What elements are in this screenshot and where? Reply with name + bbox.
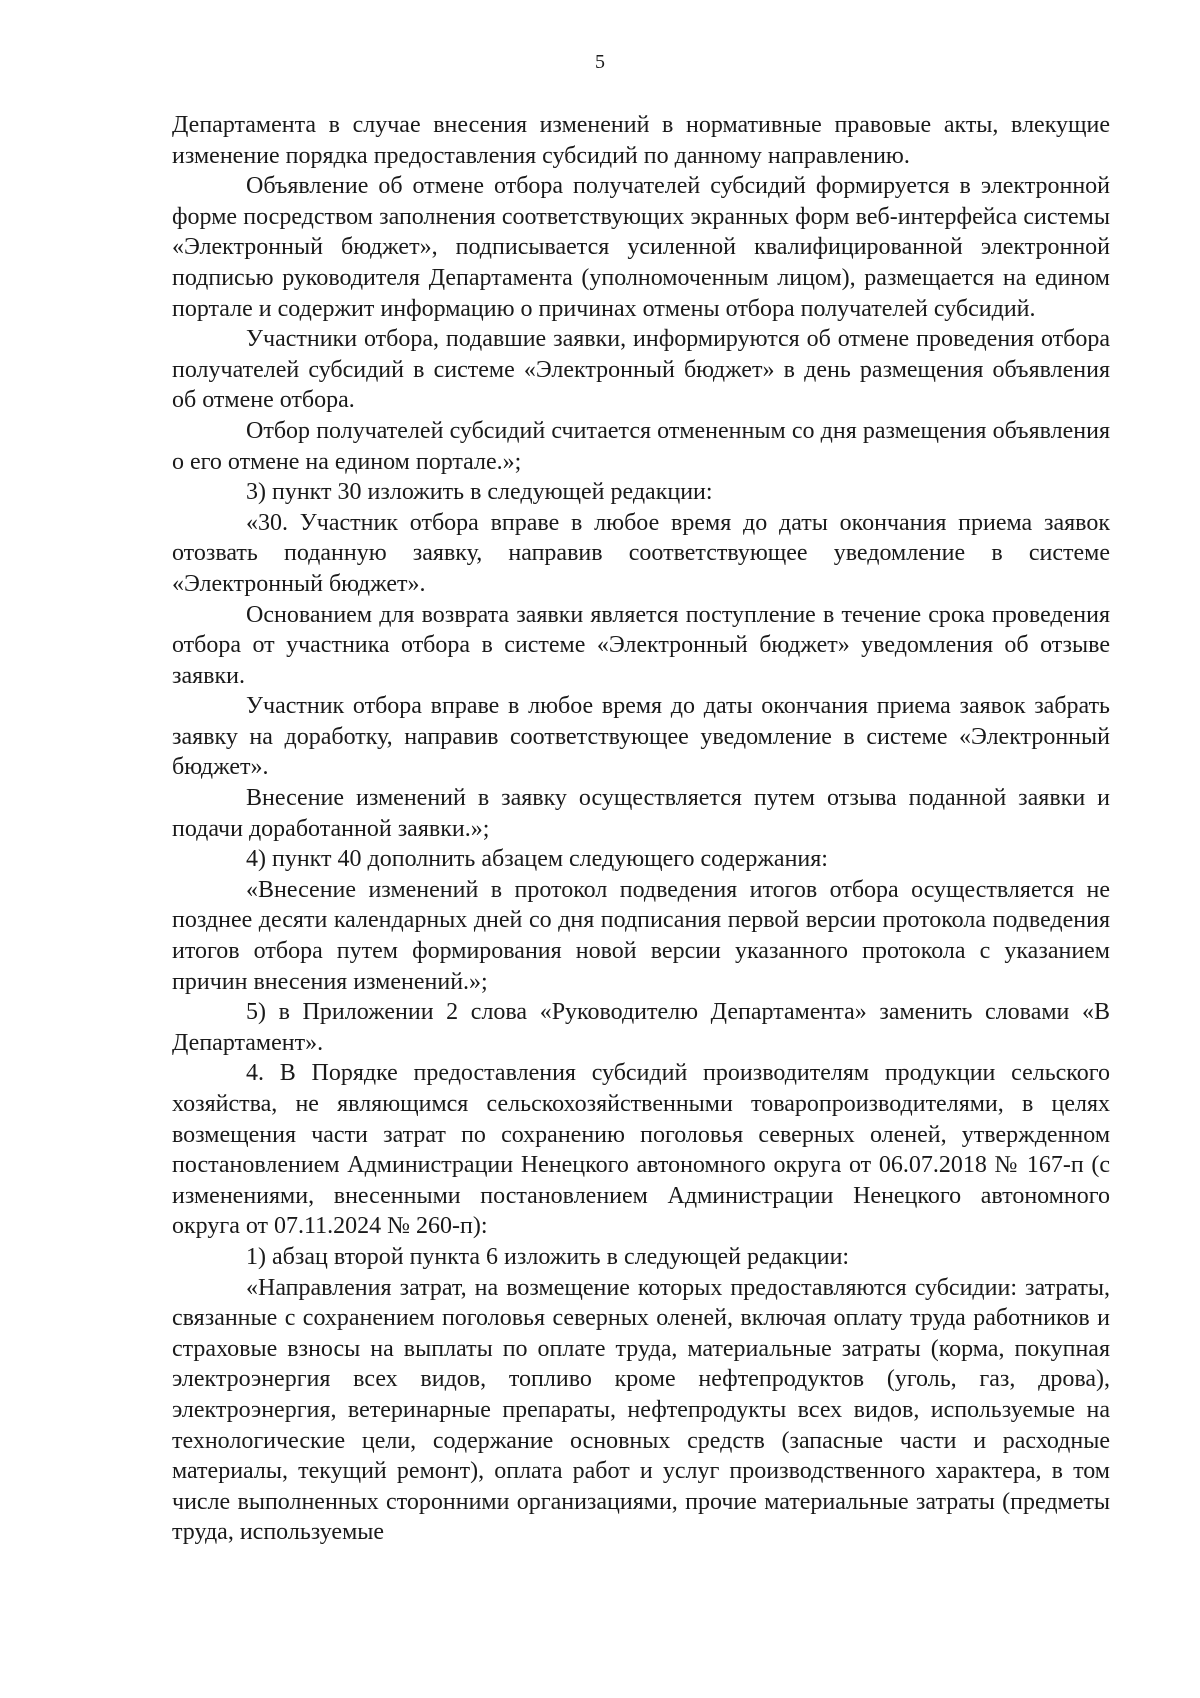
paragraph-item-5: 5) в Приложении 2 слова «Руководителю Департамента» заменить словами «В Департамент». [172,999,1110,1056]
paragraph-item-3: 3) пункт 30 изложить в следующей редакции: [246,479,713,506]
paragraph-cost-directions: «Направления затрат, на возмещение которых предоставляются субсидии: затраты, связанные с сохранением поголовья северных оленей, включая оплату труда работников и страховые взносы на выплаты по оплате труда, материальные затраты (корма, покупная электроэнергия всех видов, топливо кроме нефтепродуктов (уголь, газ, дрова), электроэнергия, ветеринарные препараты, нефтепродукты всех видов, используемые на технологические цели, содержание основных средств (запасные части и расходные материалы, текущий ремонт), оплата работ и услуг производственного характера, в том числе выполненных сторонними организациями, прочие материальные затраты (предметы труда, используемые [172,1274,1110,1546]
paragraph-return-basis: Основанием для возврата заявки является поступление в течение срока проведения отбора от участника отбора в системе «Электронный бюджет» уведомления об отзыве заявки. [172,601,1110,689]
paragraph-participants-informed: Участники отбора, подавшие заявки, информируются об отмене проведения отбора получателей субсидий в системе «Электронный бюджет» в день размещения объявления об отмене отбора. [172,326,1110,414]
paragraph-selection-cancelled: Отбор получателей субсидий считается отмененным со дня размещения объявления о его отмене на едином портале.»; [172,417,1110,475]
paragraph-point-30: «30. Участник отбора вправе в любое время до даты окончания приема заявок отозвать поданную заявку, направив соответствующее уведомление в системе «Электронный бюджет». [172,509,1110,597]
paragraph-cancel-announcement: Объявление об отмене отбора получателей субсидий формируется в электронной форме посредством заполнения соответствующих экранных форм веб-интерфейса системы «Электронный бюджет», подписывается усиленной квалифицированной электронной подписью руководителя Департамента (уполномоченным лицом), размещается на едином портале и содержит информацию о причинах отмены отбора получателей субсидий. [172,173,1110,322]
paragraph-item-1: 1) абзац второй пункта 6 изложить в следующей редакции: [246,1243,850,1270]
paragraph-item-4: 4) пункт 40 дополнить абзацем следующего содержания: [246,846,828,873]
paragraph-section-4: 4. В Порядке предоставления субсидий производителям продукции сельского хозяйства, не являющимся сельскохозяйственными товаропроизводителями, в целях возмещения части затрат по сохранению поголовья северных оленей, утвержденном постановлением Администрации Ненецкого автономного округа от 06.07.2018 № 167-п (с изменениями, внесенными постановлением Администрации Ненецкого автономного округа от 07.11.2024 № 260-п): [172,1060,1110,1240]
document-body [172,110,1110,1548]
paragraph-continuation: Департамента в случае внесения изменений в нормативные правовые акты, влекущие изменение порядка предоставления субсидий по данному направлению. [172,112,1110,169]
paragraph-protocol-changes: «Внесение изменений в протокол подведения итогов отбора осуществляется не позднее десяти календарных дней со дня подписания первой версии протокола подведения итогов отбора путем формирования новой версии указанного протокола с указанием причин внесения изменений.»; [172,876,1110,995]
page-number: 5 [595,51,605,73]
paragraph-revision: Участник отбора вправе в любое время до даты окончания приема заявок забрать заявку на доработку, направив соответствующее уведомление в системе «Электронный бюджет». [172,693,1110,781]
paragraph-application-changes: Внесение изменений в заявку осуществляется путем отзыва поданной заявки и подачи доработанной заявки.»; [172,785,1110,842]
